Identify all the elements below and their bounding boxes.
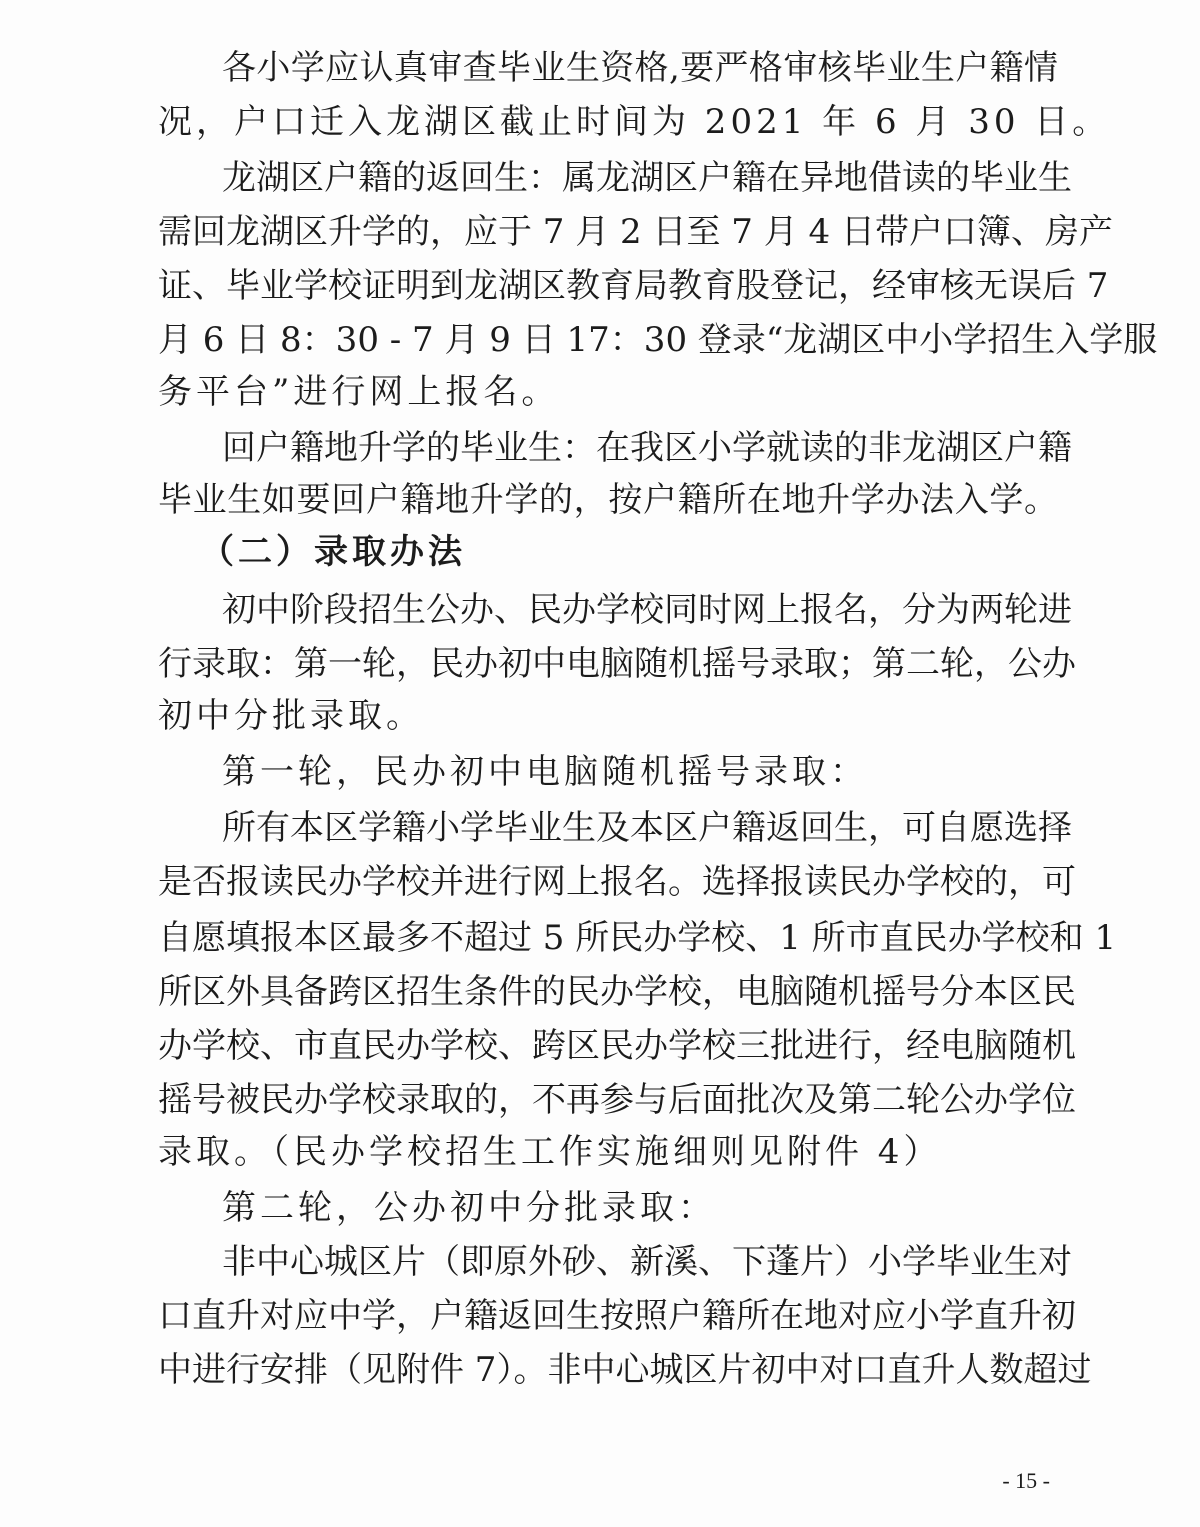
paragraph-line: 是否报读民办学校并进行网上报名。选择报读民办学校的，可: [158, 862, 1076, 902]
paragraph-line: 非中心城区片（即原外砂、新溪、下蓬片）小学毕业生对: [222, 1242, 1072, 1282]
paragraph-line: 自愿填报本区最多不超过 5 所民办学校、1 所市直民办学校和 1: [158, 918, 1117, 958]
paragraph-line: 各小学应认真审查毕业生资格,要严格审核毕业生户籍情: [222, 48, 1058, 88]
paragraph-line: 行录取：第一轮，民办初中电脑随机摇号录取；第二轮，公办: [158, 644, 1076, 684]
paragraph-line: 务平台”进行网上报名。: [158, 372, 560, 412]
paragraph-line: 龙湖区户籍的返回生：属龙湖区户籍在异地借读的毕业生: [222, 158, 1072, 198]
paragraph-line: 所有本区学籍小学毕业生及本区户籍返回生，可自愿选择: [222, 808, 1072, 848]
paragraph-line: 回户籍地升学的毕业生：在我区小学就读的非龙湖区户籍: [222, 428, 1072, 468]
paragraph-line: 证、毕业学校证明到龙湖区教育局教育股登记，经审核无误后 7: [158, 266, 1109, 306]
paragraph-line: 第一轮，民办初中电脑随机摇号录取：: [222, 752, 868, 792]
section-heading: （二）录取办法: [200, 532, 466, 572]
paragraph-line: 办学校、市直民办学校、跨区民办学校三批进行，经电脑随机: [158, 1026, 1076, 1066]
paragraph-line: 第二轮，公办初中分批录取：: [222, 1188, 716, 1228]
paragraph-line: 摇号被民办学校录取的，不再参与后面批次及第二轮公办学位: [158, 1080, 1076, 1120]
paragraph-line: 中进行安排（见附件 7）。非中心城区片初中对口直升人数超过: [158, 1350, 1092, 1390]
paragraph-line: 需回龙湖区升学的，应于 7 月 2 日至 7 月 4 日带户口簿、房产: [158, 212, 1113, 252]
paragraph-line: 月 6 日 8：30 - 7 月 9 日 17：30 登录“龙湖区中小学招生入学服: [158, 320, 1158, 360]
paragraph-line: 录取。（民办学校招生工作实施细则见附件 4）: [158, 1132, 942, 1172]
paragraph-line: 口直升对应中学，户籍返回生按照户籍所在地对应小学直升初: [158, 1296, 1076, 1336]
paragraph-line: 况，户口迁入龙湖区截止时间为 2021 年 6 月 30 日。: [158, 102, 1111, 142]
paragraph-line: 初中阶段招生公办、民办学校同时网上报名，分为两轮进: [222, 590, 1072, 630]
paragraph-line: 毕业生如要回户籍地升学的，按户籍所在地升学办法入学。: [158, 480, 1058, 520]
paragraph-line: 所区外具备跨区招生条件的民办学校，电脑随机摇号分本区民: [158, 972, 1076, 1012]
paragraph-line: 初中分批录取。: [158, 696, 424, 736]
page-number: - 15 -: [1002, 1468, 1050, 1493]
